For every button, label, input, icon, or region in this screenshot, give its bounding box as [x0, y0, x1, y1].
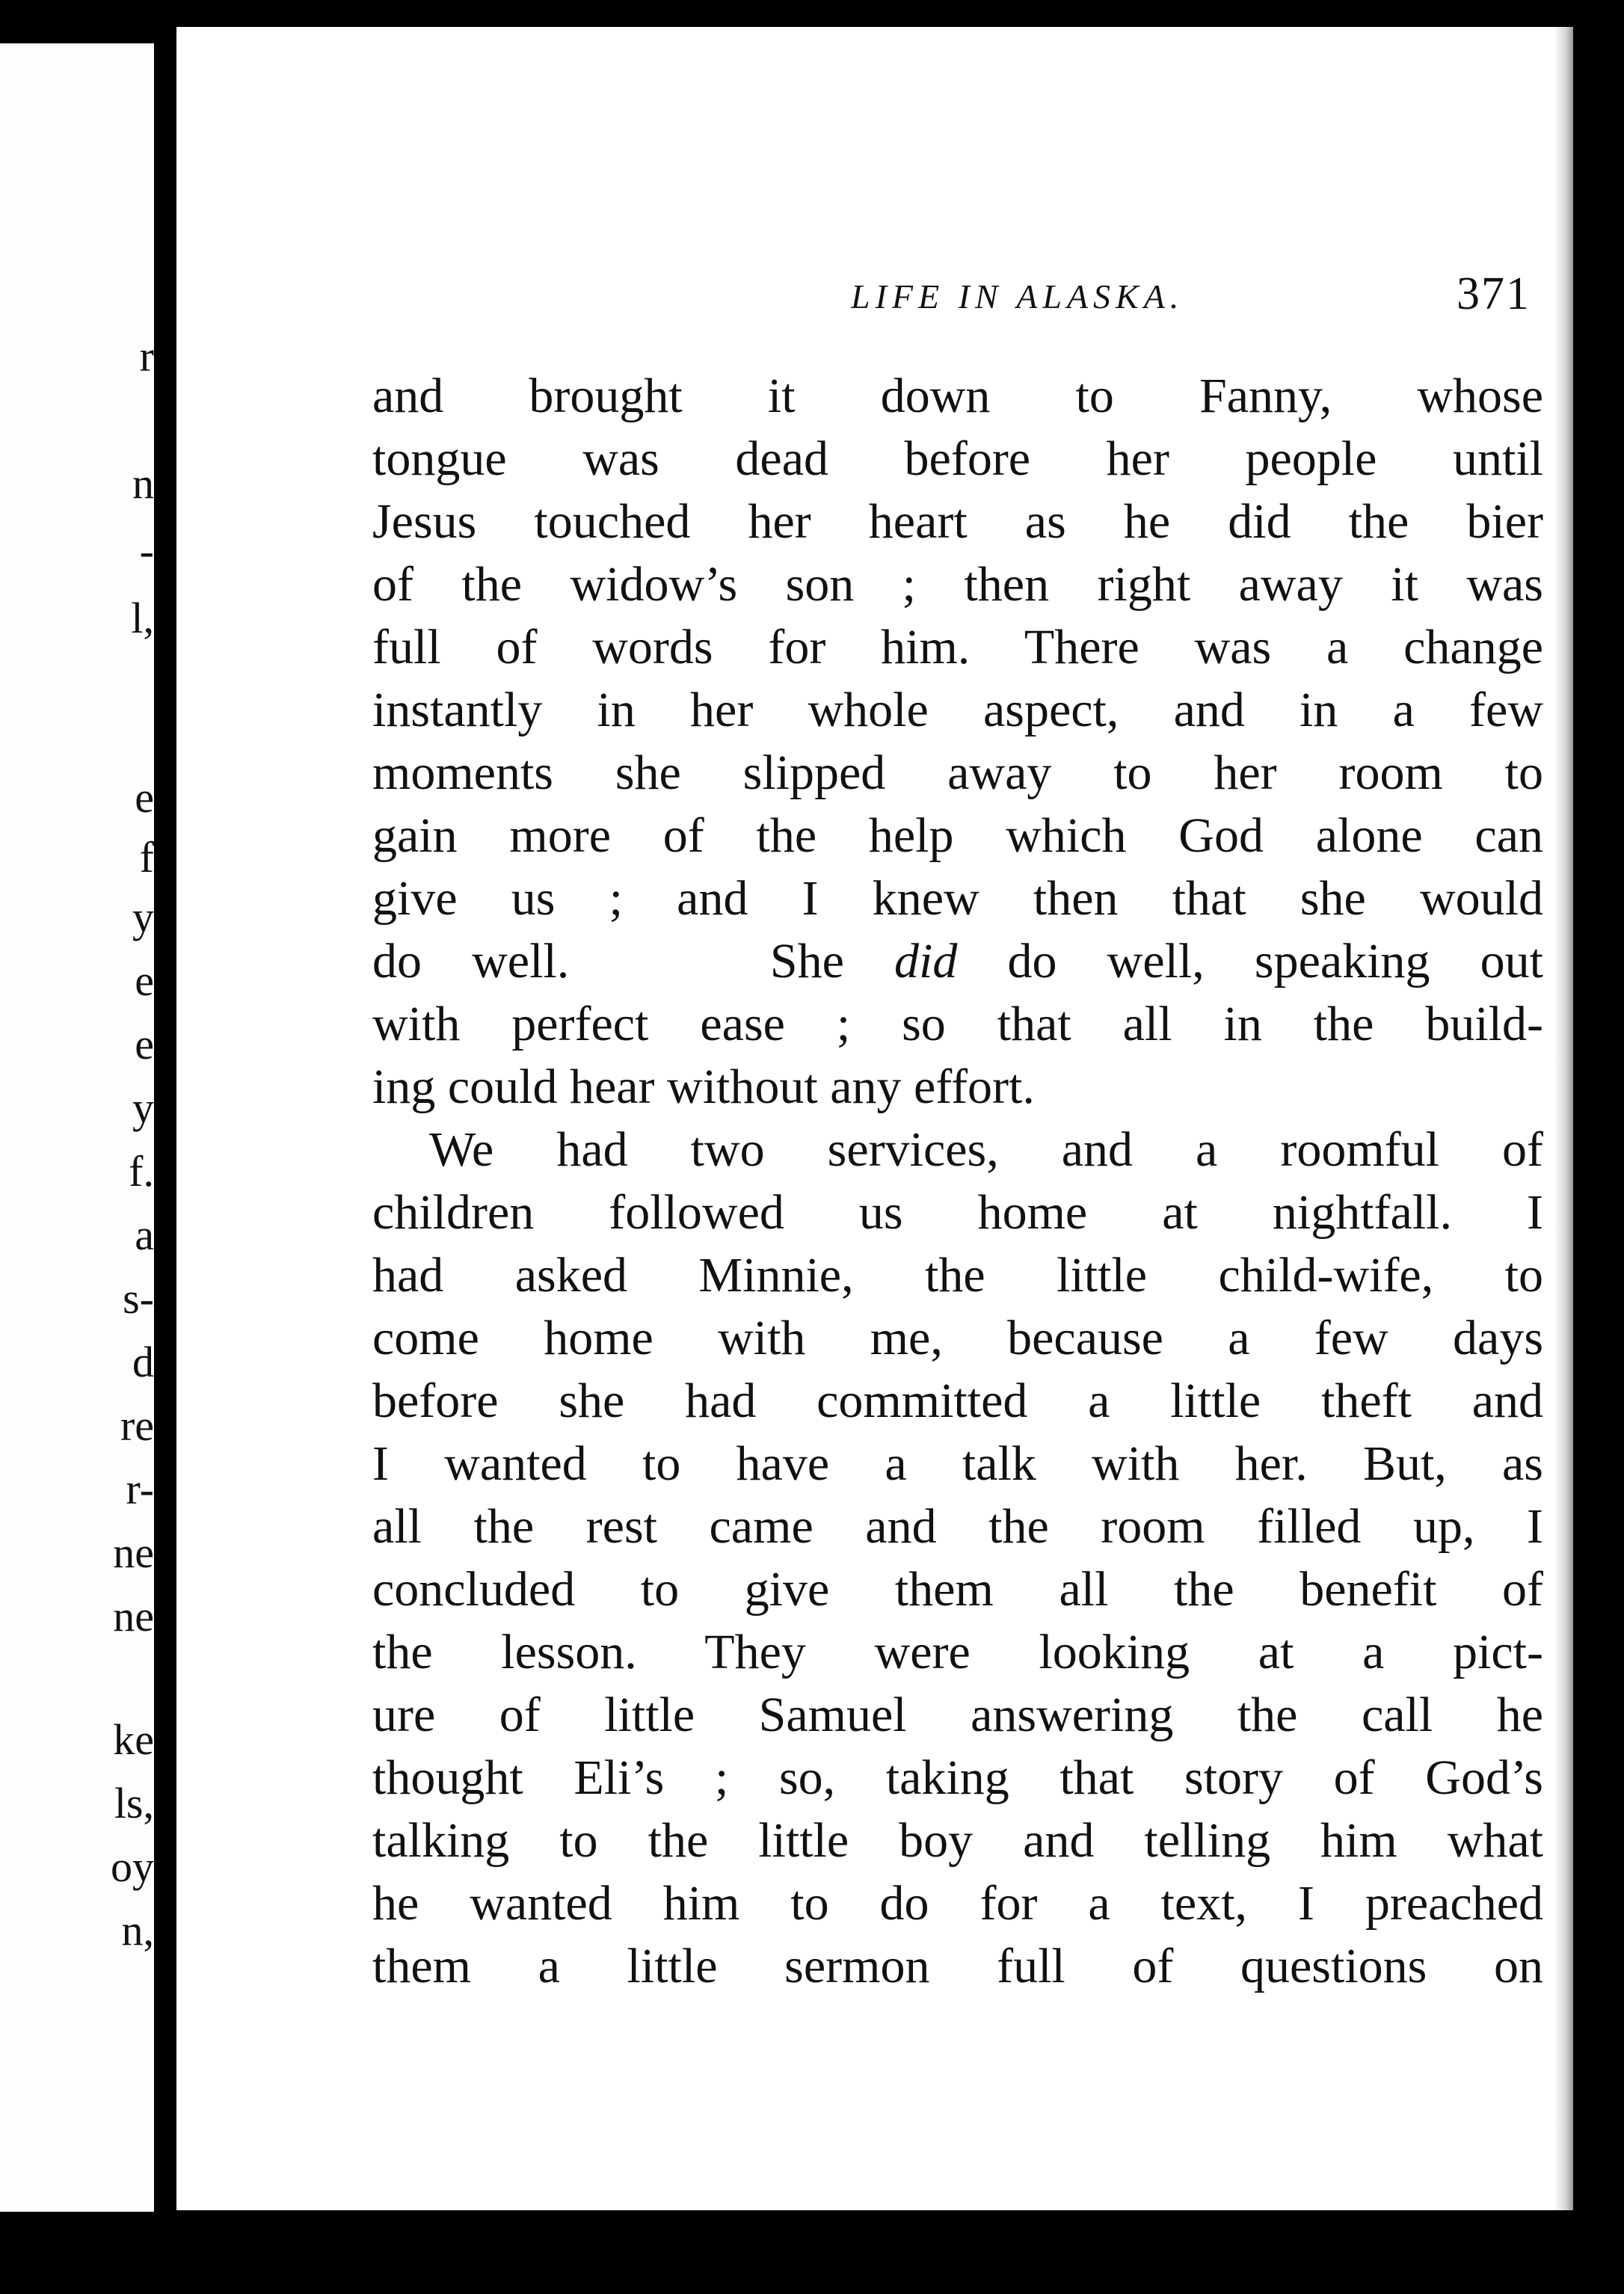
text-line: tongue was dead before her people until	[372, 431, 1543, 486]
fragment: y	[132, 1083, 154, 1132]
text-line: ing could hear without any effort.	[372, 1060, 1035, 1114]
text-line: the lesson. They were looking at a pict-	[372, 1625, 1543, 1679]
fragment: e	[135, 773, 154, 822]
fragment: r	[139, 332, 154, 381]
text-line: with perfect ease ; so that all in the build-	[372, 997, 1543, 1051]
fragment: r-	[126, 1465, 154, 1513]
fragment: d	[132, 1338, 154, 1386]
text-line: and brought it down to Fanny, whose	[372, 369, 1543, 423]
page-number: 371	[1457, 268, 1531, 319]
text-line: had asked Minnie, the little child-wife, to	[372, 1248, 1543, 1303]
paragraph-first-line: We had two services, and a roomful of	[429, 1122, 1543, 1177]
fragment: ne	[113, 1592, 154, 1640]
text-line: I wanted to have a talk with her. But, as	[372, 1436, 1543, 1491]
fragment: oy	[111, 1842, 154, 1891]
fragment: ne	[113, 1528, 154, 1577]
page-header	[365, 251, 1561, 341]
fragment: f.	[129, 1147, 154, 1196]
text-line: thought Eli’s ; so, taking that story of God’s	[372, 1750, 1543, 1805]
page-edge-shadow	[1554, 27, 1573, 2210]
fragment: s-	[123, 1274, 154, 1323]
emphasized-word: did	[894, 934, 958, 988]
text-segment: do well.	[372, 934, 570, 988]
text-line: children followed us home at nightfall. I	[372, 1185, 1543, 1240]
fragment: ls,	[114, 1779, 154, 1827]
body-text	[372, 365, 1543, 1998]
text-line: before she had committed a little theft and	[372, 1374, 1543, 1428]
text-line: moments she slipped away to her room to	[372, 745, 1543, 800]
facing-page-text-fragments	[0, 43, 154, 2212]
text-line: give us ; and I knew then that she would	[372, 871, 1543, 926]
text-line: come home with me, because a few days	[372, 1311, 1543, 1365]
running-head: LIFE IN ALASKA.	[851, 277, 1184, 316]
text-line: of the widow’s son ; then right away it was	[372, 557, 1543, 612]
text-line: he wanted him to do for a text, I preached	[372, 1876, 1543, 1931]
fragment: -	[139, 526, 154, 575]
fragment: n	[132, 459, 154, 508]
text-line: all the rest came and the room filled up, I	[372, 1499, 1543, 1554]
fragment: e	[135, 1020, 154, 1068]
fragment: re	[120, 1401, 154, 1450]
fragment: y	[132, 893, 154, 941]
book-gutter	[154, 30, 176, 2243]
text-segment: do well, speaking out	[1007, 934, 1544, 988]
fragment: f	[139, 833, 154, 882]
facing-page-edge	[0, 43, 154, 2212]
text-line: concluded to give them all the benefit of	[372, 1562, 1543, 1617]
fragment: ke	[113, 1715, 154, 1764]
text-line: full of words for him. There was a change	[372, 620, 1543, 674]
text-segment: She	[769, 934, 844, 988]
text-line: instantly in her whole aspect, and in a few	[372, 683, 1543, 737]
text-line: ure of little Samuel answering the call he	[372, 1688, 1543, 1742]
book-page	[176, 27, 1573, 2210]
fragment: n,	[121, 1906, 154, 1955]
fragment: e	[135, 956, 154, 1005]
text-line: them a little sermon full of questions on	[372, 1939, 1543, 1993]
fragment: a	[135, 1211, 154, 1259]
text-line: Jesus touched her heart as he did the bier	[372, 494, 1543, 549]
text-line: talking to the little boy and telling him what	[372, 1813, 1543, 1868]
text-line-with-emphasis	[372, 930, 1543, 993]
text-line: gain more of the help which God alone can	[372, 808, 1543, 863]
fragment: l,	[131, 594, 154, 642]
